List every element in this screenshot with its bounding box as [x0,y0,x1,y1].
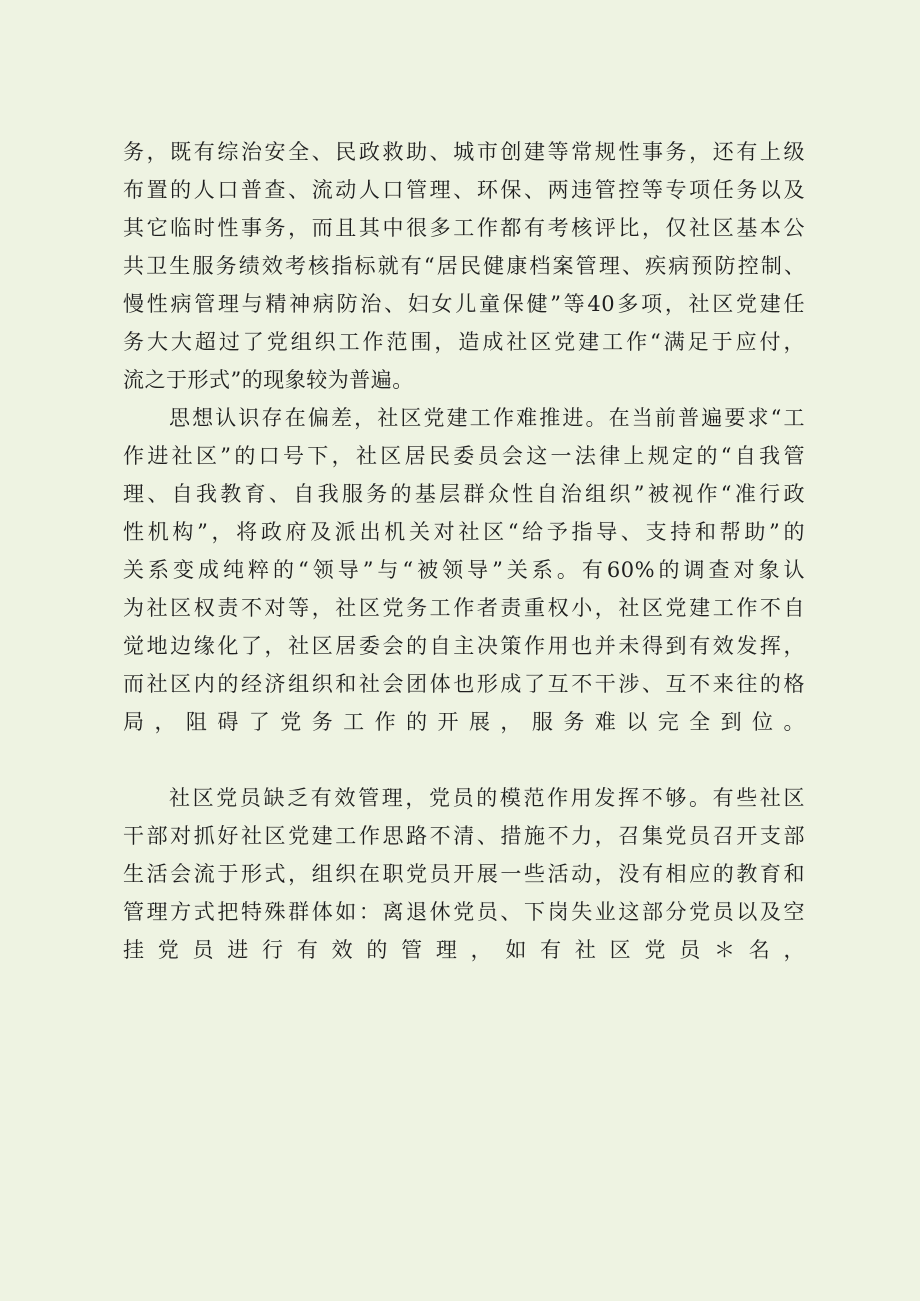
paragraph-3 [123,779,805,969]
text-line: 管理方式把特殊群体如：离退休党员、下岗失业这部分党员以及空 [123,900,805,924]
text-line: 其它临时性事务，而且其中很多工作都有考核评比，仅社区基本公 [123,216,805,240]
document-body [123,133,805,969]
text-line: 生活会流于形式，组织在职党员开展一些活动，没有相应的教育和 [123,862,805,886]
paragraph-2 [123,399,805,779]
text-line: 务，既有综治安全、民政救助、城市创建等常规性事务，还有上级 [123,140,805,164]
text-line: 务大大超过了党组织工作范围，造成社区党建工作“满足于应付， [123,330,805,354]
text-line: 性机构”，将政府及派出机关对社区“给予指导、支持和帮助”的 [123,520,805,544]
text-line: 关系变成纯粹的“领导”与“被领导”关系。有60%的调查对象认 [123,558,805,582]
text-line: 为社区权责不对等，社区党务工作者责重权小，社区党建工作不自 [123,596,805,620]
text-line: 慢性病管理与精神病防治、妇女儿童保健”等40多项，社区党建任 [123,292,805,316]
text-line: 干部对抓好社区党建工作思路不清、措施不力，召集党员召开支部 [123,824,805,848]
text-line: 思想认识存在偏差，社区党建工作难推进。在当前普遍要求“工 [169,406,805,430]
text-line: 挂党员进行有效的管理，如有社区党员＊名， [123,938,805,962]
text-line: 共卫生服务绩效考核指标就有“居民健康档案管理、疾病预防控制、 [123,254,805,278]
text-line: 布置的人口普查、流动人口管理、环保、两违管控等专项任务以及 [123,178,805,202]
text-line: 理、自我教育、自我服务的基层群众性自治组织”被视作“准行政 [123,482,805,506]
text-line: 觉地边缘化了，社区居委会的自主决策作用也并未得到有效发挥， [123,634,805,658]
text-line: 而社区内的经济组织和社会团体也形成了互不干涉、互不来往的格 [123,672,805,696]
text-line: 局，阻碍了党务工作的开展，服务难以完全到位。 [123,710,805,734]
text-line [123,741,805,779]
text-line: 流之于形式”的现象较为普遍。 [123,368,414,392]
text-line: 社区党员缺乏有效管理，党员的模范作用发挥不够。有些社区 [169,786,805,810]
paragraph-1 [123,133,805,399]
text-line: 作进社区”的口号下，社区居民委员会这一法律上规定的“自我管 [123,444,805,468]
